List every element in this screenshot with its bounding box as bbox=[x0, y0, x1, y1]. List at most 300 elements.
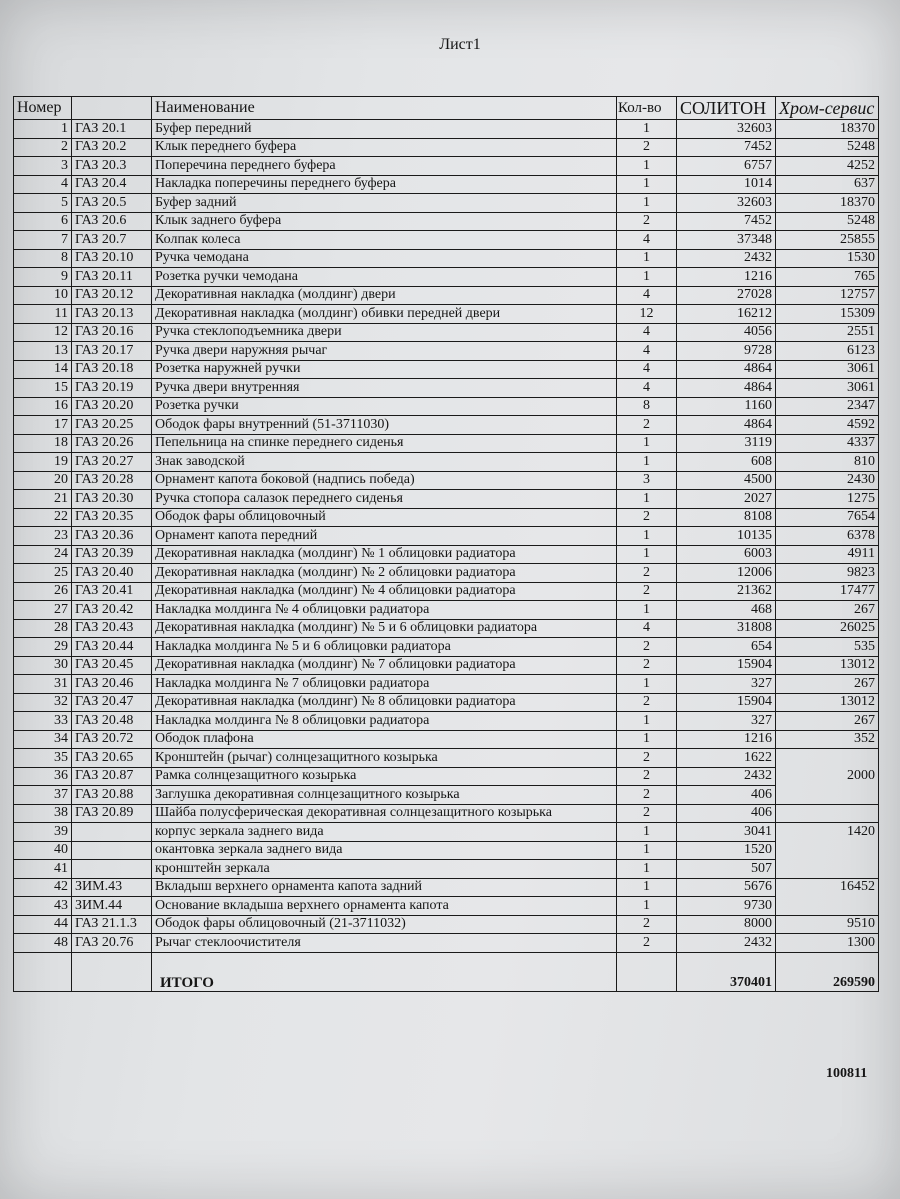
row-price-chrome-service: 1420 bbox=[776, 823, 879, 842]
table-row bbox=[14, 360, 879, 379]
row-price-chrome-service: 2347 bbox=[776, 397, 879, 416]
row-price-soliton: 608 bbox=[677, 453, 776, 472]
row-number: 25 bbox=[14, 564, 72, 583]
row-part-code bbox=[72, 823, 152, 842]
row-price-chrome-service: 810 bbox=[776, 453, 879, 472]
row-quantity: 1 bbox=[617, 453, 677, 472]
row-part-code: ГАЗ 20.19 bbox=[72, 379, 152, 398]
row-quantity: 2 bbox=[617, 656, 677, 675]
row-price-soliton: 1520 bbox=[677, 841, 776, 860]
row-quantity: 2 bbox=[617, 638, 677, 657]
row-number: 38 bbox=[14, 804, 72, 823]
table-row bbox=[14, 175, 879, 194]
row-part-code: ГАЗ 20.16 bbox=[72, 323, 152, 342]
row-quantity: 1 bbox=[617, 712, 677, 731]
row-number: 14 bbox=[14, 360, 72, 379]
row-part-name: Орнамент капота передний bbox=[152, 527, 617, 546]
row-part-code: ГАЗ 20.2 bbox=[72, 138, 152, 157]
row-part-name: Ободок фары внутренний (51-3711030) bbox=[152, 416, 617, 435]
table-row bbox=[14, 841, 879, 860]
row-quantity: 1 bbox=[617, 730, 677, 749]
row-part-code: ГАЗ 20.87 bbox=[72, 767, 152, 786]
row-quantity: 2 bbox=[617, 915, 677, 934]
row-price-chrome-service: 18370 bbox=[776, 120, 879, 139]
row-part-name: окантовка зеркала заднего вида bbox=[152, 841, 617, 860]
row-price-soliton: 2027 bbox=[677, 490, 776, 509]
table-row bbox=[14, 749, 879, 768]
table-row bbox=[14, 471, 879, 490]
row-part-name: Ручка стеклоподъемника двери bbox=[152, 323, 617, 342]
row-price-soliton: 1160 bbox=[677, 397, 776, 416]
table-row bbox=[14, 434, 879, 453]
row-part-name: Знак заводской bbox=[152, 453, 617, 472]
table-row bbox=[14, 379, 879, 398]
row-number: 1 bbox=[14, 120, 72, 139]
row-part-code: ГАЗ 20.36 bbox=[72, 527, 152, 546]
row-part-code: ГАЗ 20.89 bbox=[72, 804, 152, 823]
row-part-name: Орнамент капота боковой (надпись победа) bbox=[152, 471, 617, 490]
row-part-code: ГАЗ 20.47 bbox=[72, 693, 152, 712]
row-part-name: Декоративная накладка (молдинг) двери bbox=[152, 286, 617, 305]
row-part-code: ГАЗ 20.26 bbox=[72, 434, 152, 453]
row-number: 12 bbox=[14, 323, 72, 342]
sheet-title: Лист1 bbox=[439, 36, 481, 53]
row-price-soliton: 7452 bbox=[677, 212, 776, 231]
row-number: 18 bbox=[14, 434, 72, 453]
row-price-chrome-service: 4911 bbox=[776, 545, 879, 564]
row-part-code: ГАЗ 20.46 bbox=[72, 675, 152, 694]
row-part-name: Ободок фары облицовочный (21-3711032) bbox=[152, 915, 617, 934]
row-part-name: Ручка двери наружняя рычаг bbox=[152, 342, 617, 361]
row-part-name: Основание вкладыша верхнего орнамента капота bbox=[152, 897, 617, 916]
header-chrome-service: Хром-сервис bbox=[776, 97, 879, 120]
row-quantity: 2 bbox=[617, 934, 677, 953]
row-price-soliton: 15904 bbox=[677, 656, 776, 675]
row-price-soliton: 4500 bbox=[677, 471, 776, 490]
row-number: 37 bbox=[14, 786, 72, 805]
row-part-name: Колпак колеса bbox=[152, 231, 617, 250]
row-number: 33 bbox=[14, 712, 72, 731]
row-price-chrome-service: 25855 bbox=[776, 231, 879, 250]
row-price-soliton: 1622 bbox=[677, 749, 776, 768]
row-part-name: Декоративная накладка (молдинг) № 8 облицовки радиатора bbox=[152, 693, 617, 712]
row-part-code: ГАЗ 20.42 bbox=[72, 601, 152, 620]
row-number: 7 bbox=[14, 231, 72, 250]
row-price-chrome-service: 12757 bbox=[776, 286, 879, 305]
row-part-name: Декоративная накладка (молдинг) № 5 и 6 облицовки радиатора bbox=[152, 619, 617, 638]
row-number: 48 bbox=[14, 934, 72, 953]
row-part-name: Буфер задний bbox=[152, 194, 617, 213]
row-price-soliton: 507 bbox=[677, 860, 776, 879]
table-header-row bbox=[14, 97, 879, 120]
row-part-name: кронштейн зеркала bbox=[152, 860, 617, 879]
row-part-code: ГАЗ 20.27 bbox=[72, 453, 152, 472]
row-part-code: ЗИМ.44 bbox=[72, 897, 152, 916]
row-part-code: ГАЗ 20.44 bbox=[72, 638, 152, 657]
row-number: 13 bbox=[14, 342, 72, 361]
table-row bbox=[14, 286, 879, 305]
row-price-chrome-service: 5248 bbox=[776, 212, 879, 231]
row-price-chrome-service bbox=[776, 786, 879, 805]
header-name: Наименование bbox=[152, 97, 617, 120]
row-number: 4 bbox=[14, 175, 72, 194]
row-price-soliton: 327 bbox=[677, 712, 776, 731]
row-number: 42 bbox=[14, 878, 72, 897]
row-price-soliton: 4056 bbox=[677, 323, 776, 342]
header-number: Номер bbox=[14, 97, 72, 120]
row-quantity: 1 bbox=[617, 545, 677, 564]
row-part-name: Накладка молдинга № 7 облицовки радиатора bbox=[152, 675, 617, 694]
table-row bbox=[14, 860, 879, 879]
total-row bbox=[14, 952, 879, 991]
row-number: 32 bbox=[14, 693, 72, 712]
row-price-soliton: 31808 bbox=[677, 619, 776, 638]
row-part-name: Рычаг стеклоочистителя bbox=[152, 934, 617, 953]
row-price-chrome-service: 267 bbox=[776, 675, 879, 694]
row-price-chrome-service: 3061 bbox=[776, 360, 879, 379]
row-part-name: Накладка молдинга № 5 и 6 облицовки радиатора bbox=[152, 638, 617, 657]
row-price-soliton: 468 bbox=[677, 601, 776, 620]
row-part-code: ГАЗ 20.35 bbox=[72, 508, 152, 527]
row-number: 22 bbox=[14, 508, 72, 527]
table-row bbox=[14, 730, 879, 749]
table-row bbox=[14, 693, 879, 712]
row-part-name: Ободок плафона bbox=[152, 730, 617, 749]
row-price-soliton: 4864 bbox=[677, 416, 776, 435]
row-quantity: 1 bbox=[617, 860, 677, 879]
table-row bbox=[14, 619, 879, 638]
row-part-code: ГАЗ 20.76 bbox=[72, 934, 152, 953]
row-number: 43 bbox=[14, 897, 72, 916]
row-part-name: корпус зеркала заднего вида bbox=[152, 823, 617, 842]
row-quantity: 12 bbox=[617, 305, 677, 324]
row-part-code: ГАЗ 20.10 bbox=[72, 249, 152, 268]
row-part-name: Ободок фары облицовочный bbox=[152, 508, 617, 527]
row-part-name: Заглушка декоративная солнцезащитного козырька bbox=[152, 786, 617, 805]
row-price-chrome-service: 267 bbox=[776, 712, 879, 731]
row-price-chrome-service: 1300 bbox=[776, 934, 879, 953]
row-number: 28 bbox=[14, 619, 72, 638]
row-quantity: 1 bbox=[617, 601, 677, 620]
row-quantity: 1 bbox=[617, 897, 677, 916]
table-row bbox=[14, 582, 879, 601]
table-row bbox=[14, 416, 879, 435]
row-price-chrome-service: 1530 bbox=[776, 249, 879, 268]
row-price-chrome-service bbox=[776, 860, 879, 879]
row-part-name: Декоративная накладка (молдинг) № 1 облицовки радиатора bbox=[152, 545, 617, 564]
row-number: 15 bbox=[14, 379, 72, 398]
table-row bbox=[14, 712, 879, 731]
row-part-code: ГАЗ 21.1.3 bbox=[72, 915, 152, 934]
row-price-soliton: 1216 bbox=[677, 268, 776, 287]
row-quantity: 1 bbox=[617, 878, 677, 897]
row-part-code: ГАЗ 20.48 bbox=[72, 712, 152, 731]
row-part-code: ГАЗ 20.28 bbox=[72, 471, 152, 490]
table-row bbox=[14, 545, 879, 564]
row-price-chrome-service: 7654 bbox=[776, 508, 879, 527]
row-price-soliton: 406 bbox=[677, 786, 776, 805]
row-price-soliton: 327 bbox=[677, 675, 776, 694]
row-part-code: ГАЗ 20.3 bbox=[72, 157, 152, 176]
row-part-name: Клык переднего буфера bbox=[152, 138, 617, 157]
row-part-code: ГАЗ 20.39 bbox=[72, 545, 152, 564]
table-row bbox=[14, 138, 879, 157]
row-number: 24 bbox=[14, 545, 72, 564]
row-quantity: 1 bbox=[617, 490, 677, 509]
table-row bbox=[14, 453, 879, 472]
row-part-code: ГАЗ 20.65 bbox=[72, 749, 152, 768]
row-price-soliton: 32603 bbox=[677, 194, 776, 213]
total-qty-cell bbox=[617, 952, 677, 991]
header-soliton: СОЛИТОН bbox=[677, 97, 776, 120]
row-price-chrome-service: 2430 bbox=[776, 471, 879, 490]
row-part-code: ГАЗ 20.4 bbox=[72, 175, 152, 194]
row-part-name: Поперечина переднего буфера bbox=[152, 157, 617, 176]
row-part-code: ГАЗ 20.45 bbox=[72, 656, 152, 675]
row-part-code: ГАЗ 20.7 bbox=[72, 231, 152, 250]
row-number: 23 bbox=[14, 527, 72, 546]
row-quantity: 2 bbox=[617, 564, 677, 583]
row-part-name: Розетка ручки bbox=[152, 397, 617, 416]
row-quantity: 4 bbox=[617, 379, 677, 398]
row-number: 6 bbox=[14, 212, 72, 231]
row-part-name: Клык заднего буфера bbox=[152, 212, 617, 231]
row-price-soliton: 5676 bbox=[677, 878, 776, 897]
row-part-code: ГАЗ 20.43 bbox=[72, 619, 152, 638]
row-price-soliton: 6757 bbox=[677, 157, 776, 176]
table-row bbox=[14, 342, 879, 361]
row-part-name: Декоративная накладка (молдинг) обивки передней двери bbox=[152, 305, 617, 324]
row-number: 26 bbox=[14, 582, 72, 601]
row-price-soliton: 9730 bbox=[677, 897, 776, 916]
row-part-code: ГАЗ 20.41 bbox=[72, 582, 152, 601]
row-price-chrome-service: 26025 bbox=[776, 619, 879, 638]
row-price-soliton: 654 bbox=[677, 638, 776, 657]
row-quantity: 1 bbox=[617, 675, 677, 694]
row-quantity: 2 bbox=[617, 693, 677, 712]
header-qty: Кол-во bbox=[617, 97, 677, 120]
row-number: 9 bbox=[14, 268, 72, 287]
row-price-chrome-service: 765 bbox=[776, 268, 879, 287]
row-part-name: Накладка молдинга № 4 облицовки радиатора bbox=[152, 601, 617, 620]
footer-code: 100811 bbox=[826, 1066, 868, 1081]
header-code bbox=[72, 97, 152, 120]
row-price-chrome-service: 4592 bbox=[776, 416, 879, 435]
row-quantity: 4 bbox=[617, 360, 677, 379]
table-row bbox=[14, 934, 879, 953]
row-number: 29 bbox=[14, 638, 72, 657]
row-price-soliton: 1216 bbox=[677, 730, 776, 749]
table-row bbox=[14, 823, 879, 842]
row-price-chrome-service: 535 bbox=[776, 638, 879, 657]
row-quantity: 2 bbox=[617, 804, 677, 823]
row-number: 8 bbox=[14, 249, 72, 268]
row-price-soliton: 10135 bbox=[677, 527, 776, 546]
row-part-code: ГАЗ 20.18 bbox=[72, 360, 152, 379]
row-price-chrome-service: 1275 bbox=[776, 490, 879, 509]
row-quantity: 1 bbox=[617, 120, 677, 139]
table-row bbox=[14, 231, 879, 250]
row-part-name: Розетка ручки чемодана bbox=[152, 268, 617, 287]
row-quantity: 1 bbox=[617, 527, 677, 546]
table-row bbox=[14, 897, 879, 916]
row-quantity: 2 bbox=[617, 786, 677, 805]
row-quantity: 2 bbox=[617, 749, 677, 768]
table-row bbox=[14, 397, 879, 416]
row-price-chrome-service: 13012 bbox=[776, 693, 879, 712]
table-row bbox=[14, 194, 879, 213]
row-part-name: Декоративная накладка (молдинг) № 2 облицовки радиатора bbox=[152, 564, 617, 583]
row-part-name: Вкладыш верхнего орнамента капота задний bbox=[152, 878, 617, 897]
row-part-name: Накладка поперечины переднего буфера bbox=[152, 175, 617, 194]
row-price-chrome-service: 2000 bbox=[776, 767, 879, 786]
row-number: 16 bbox=[14, 397, 72, 416]
row-price-soliton: 6003 bbox=[677, 545, 776, 564]
row-part-name: Ручка двери внутренняя bbox=[152, 379, 617, 398]
row-part-code: ГАЗ 20.17 bbox=[72, 342, 152, 361]
row-price-soliton: 7452 bbox=[677, 138, 776, 157]
row-number: 39 bbox=[14, 823, 72, 842]
row-part-code: ГАЗ 20.11 bbox=[72, 268, 152, 287]
row-number: 11 bbox=[14, 305, 72, 324]
row-number: 34 bbox=[14, 730, 72, 749]
row-part-name: Декоративная накладка (молдинг) № 4 облицовки радиатора bbox=[152, 582, 617, 601]
table-row bbox=[14, 305, 879, 324]
row-part-code: ГАЗ 20.13 bbox=[72, 305, 152, 324]
row-part-code: ГАЗ 20.12 bbox=[72, 286, 152, 305]
row-part-name: Шайба полусферическая декоративная солнцезащитного козырька bbox=[152, 804, 617, 823]
row-quantity: 2 bbox=[617, 212, 677, 231]
row-price-chrome-service: 9823 bbox=[776, 564, 879, 583]
row-part-code: ГАЗ 20.25 bbox=[72, 416, 152, 435]
row-quantity: 4 bbox=[617, 342, 677, 361]
table-row bbox=[14, 638, 879, 657]
row-part-name: Декоративная накладка (молдинг) № 7 облицовки радиатора bbox=[152, 656, 617, 675]
row-price-chrome-service: 18370 bbox=[776, 194, 879, 213]
row-price-soliton: 21362 bbox=[677, 582, 776, 601]
row-price-soliton: 8000 bbox=[677, 915, 776, 934]
row-price-soliton: 1014 bbox=[677, 175, 776, 194]
row-part-name: Накладка молдинга № 8 облицовки радиатора bbox=[152, 712, 617, 731]
table-row bbox=[14, 157, 879, 176]
row-price-soliton: 406 bbox=[677, 804, 776, 823]
row-quantity: 2 bbox=[617, 416, 677, 435]
row-number: 3 bbox=[14, 157, 72, 176]
row-price-soliton: 3119 bbox=[677, 434, 776, 453]
table-row bbox=[14, 878, 879, 897]
row-price-soliton: 9728 bbox=[677, 342, 776, 361]
row-price-chrome-service: 4337 bbox=[776, 434, 879, 453]
row-price-soliton: 3041 bbox=[677, 823, 776, 842]
row-part-code bbox=[72, 860, 152, 879]
row-price-soliton: 2432 bbox=[677, 249, 776, 268]
row-price-soliton: 2432 bbox=[677, 934, 776, 953]
row-number: 10 bbox=[14, 286, 72, 305]
row-part-code: ГАЗ 20.40 bbox=[72, 564, 152, 583]
row-part-code: ГАЗ 20.1 bbox=[72, 120, 152, 139]
row-quantity: 8 bbox=[617, 397, 677, 416]
row-part-code: ГАЗ 20.30 bbox=[72, 490, 152, 509]
total-soliton: 370401 bbox=[677, 952, 776, 991]
row-quantity: 1 bbox=[617, 249, 677, 268]
row-price-chrome-service bbox=[776, 749, 879, 768]
total-number-cell bbox=[14, 952, 72, 991]
row-price-soliton: 4864 bbox=[677, 379, 776, 398]
row-price-chrome-service: 6123 bbox=[776, 342, 879, 361]
table-row bbox=[14, 120, 879, 139]
row-price-chrome-service: 637 bbox=[776, 175, 879, 194]
row-price-chrome-service: 17477 bbox=[776, 582, 879, 601]
row-quantity: 3 bbox=[617, 471, 677, 490]
row-part-code: ЗИМ.43 bbox=[72, 878, 152, 897]
table-row bbox=[14, 527, 879, 546]
row-quantity: 2 bbox=[617, 138, 677, 157]
parts-price-table bbox=[13, 96, 879, 992]
row-number: 21 bbox=[14, 490, 72, 509]
row-number: 41 bbox=[14, 860, 72, 879]
total-chrome-service: 269590 bbox=[776, 952, 879, 991]
table-row bbox=[14, 564, 879, 583]
row-price-soliton: 37348 bbox=[677, 231, 776, 250]
table-row bbox=[14, 786, 879, 805]
row-quantity: 2 bbox=[617, 582, 677, 601]
table-row bbox=[14, 508, 879, 527]
row-part-name: Ручка стопора салазок переднего сиденья bbox=[152, 490, 617, 509]
row-price-chrome-service bbox=[776, 804, 879, 823]
row-price-chrome-service: 13012 bbox=[776, 656, 879, 675]
table-row bbox=[14, 323, 879, 342]
row-number: 40 bbox=[14, 841, 72, 860]
row-quantity: 1 bbox=[617, 268, 677, 287]
row-number: 30 bbox=[14, 656, 72, 675]
row-price-soliton: 16212 bbox=[677, 305, 776, 324]
row-price-chrome-service: 15309 bbox=[776, 305, 879, 324]
row-price-chrome-service: 267 bbox=[776, 601, 879, 620]
row-part-code: ГАЗ 20.72 bbox=[72, 730, 152, 749]
row-number: 31 bbox=[14, 675, 72, 694]
row-number: 5 bbox=[14, 194, 72, 213]
row-price-chrome-service: 9510 bbox=[776, 915, 879, 934]
row-part-name: Рамка солнцезащитного козырька bbox=[152, 767, 617, 786]
row-quantity: 2 bbox=[617, 508, 677, 527]
row-number: 44 bbox=[14, 915, 72, 934]
row-price-soliton: 2432 bbox=[677, 767, 776, 786]
row-price-soliton: 12006 bbox=[677, 564, 776, 583]
row-price-soliton: 4864 bbox=[677, 360, 776, 379]
row-quantity: 1 bbox=[617, 175, 677, 194]
row-price-soliton: 8108 bbox=[677, 508, 776, 527]
row-quantity: 1 bbox=[617, 841, 677, 860]
row-price-soliton: 15904 bbox=[677, 693, 776, 712]
row-price-chrome-service: 16452 bbox=[776, 878, 879, 897]
row-price-chrome-service: 352 bbox=[776, 730, 879, 749]
row-quantity: 4 bbox=[617, 286, 677, 305]
row-part-name: Пепельница на спинке переднего сиденья bbox=[152, 434, 617, 453]
row-price-chrome-service bbox=[776, 897, 879, 916]
row-number: 2 bbox=[14, 138, 72, 157]
row-part-code: ГАЗ 20.6 bbox=[72, 212, 152, 231]
row-price-chrome-service: 5248 bbox=[776, 138, 879, 157]
row-quantity: 4 bbox=[617, 231, 677, 250]
table-row bbox=[14, 767, 879, 786]
table-row bbox=[14, 249, 879, 268]
row-price-chrome-service: 3061 bbox=[776, 379, 879, 398]
row-quantity: 1 bbox=[617, 434, 677, 453]
row-price-chrome-service: 6378 bbox=[776, 527, 879, 546]
row-price-chrome-service bbox=[776, 841, 879, 860]
row-part-name: Кронштейн (рычаг) солнцезащитного козырька bbox=[152, 749, 617, 768]
row-quantity: 2 bbox=[617, 767, 677, 786]
